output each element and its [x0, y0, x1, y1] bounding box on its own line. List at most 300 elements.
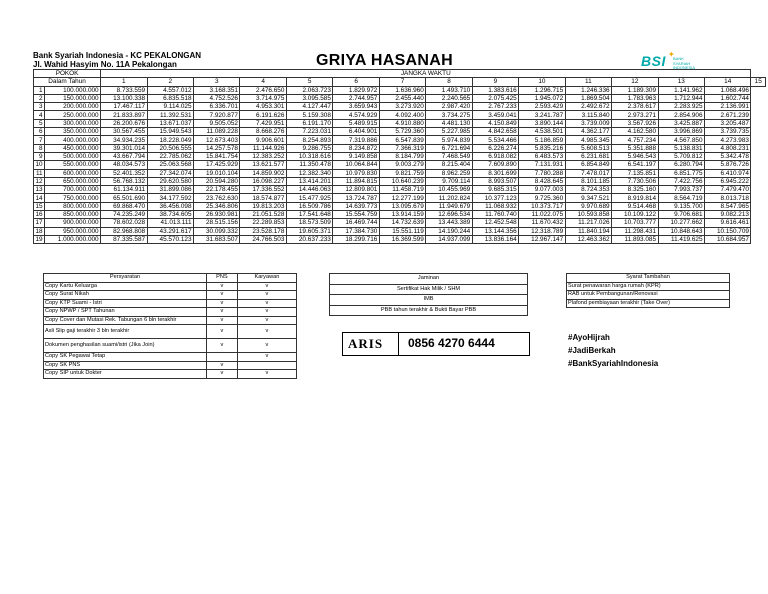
installment-cell: 1.712.944 [658, 94, 704, 102]
karyawan-check: v [237, 316, 296, 325]
persyaratan-item: Copy Surat Nikah [44, 291, 207, 300]
installment-cell: 12.696.534 [426, 211, 472, 219]
installment-cell: 27.342.074 [147, 169, 193, 177]
installment-cell: 7.993.737 [658, 186, 704, 194]
dalam-tahun-header: Dalam Tahun [34, 78, 101, 86]
table-row [34, 136, 766, 144]
installment-cell: 4.162.580 [612, 128, 658, 136]
pns-check: v [207, 370, 238, 379]
installment-cell: 11.894.815 [333, 177, 379, 185]
tambahan-item: Surat penawaran harga rumah (KPR) [567, 282, 730, 291]
installment-cell: 12.809.801 [333, 186, 379, 194]
jaminan-item: IMB [330, 295, 528, 306]
installment-cell: 2.075.425 [472, 94, 518, 102]
persyaratan-row [44, 291, 297, 300]
installment-cell: 5.186.859 [519, 136, 565, 144]
year-header-6: 6 [333, 78, 379, 86]
installment-cell: 48.034.573 [101, 161, 147, 169]
installment-cell: 8.428.645 [519, 177, 565, 185]
installment-cell: 8.919.814 [612, 194, 658, 202]
installment-cell: 11.458.719 [379, 186, 425, 194]
jaminan-item: PBB tahun terakhir & Bukti Bayar PBB [330, 305, 528, 316]
persyaratan-row [44, 370, 297, 379]
installment-cell: 7.131.931 [519, 161, 565, 169]
installment-cell: 82.968.808 [101, 227, 147, 235]
installment-cell: 7.429.951 [240, 119, 286, 127]
installment-cell: 10.684.957 [705, 235, 751, 243]
installment-cell: 61.134.911 [101, 186, 147, 194]
installment-cell: 16.469.744 [333, 219, 379, 227]
installment-cell: 30.567.455 [101, 128, 147, 136]
contact-phone: 0856 4270 6444 [408, 336, 495, 350]
installment-cell: 8.993.507 [472, 177, 518, 185]
installment-cell: 4.808.231 [705, 144, 751, 152]
table-row [34, 202, 766, 210]
bsi-logo [641, 50, 701, 70]
installment-cell: 19.605.371 [286, 227, 332, 235]
bank-name: Bank Syariah Indonesia - KC PEKALONGAN [33, 51, 202, 60]
installment-cell: 10.109.122 [612, 211, 658, 219]
installment-cell: 10.064.844 [333, 161, 379, 169]
bank-header [33, 51, 201, 69]
table-row [34, 161, 766, 169]
row-number: 4 [34, 111, 45, 119]
installment-cell: 8.962.259 [426, 169, 472, 177]
table-row [34, 227, 766, 235]
pokok-value: 550.000.000 [45, 161, 101, 169]
persyaratan-item: Copy KTP Suami - Istri [44, 299, 207, 308]
installment-cell: 45.570.123 [147, 235, 193, 243]
installment-cell: 9.135.700 [658, 202, 704, 210]
pokok-value: 850.000.000 [45, 211, 101, 219]
installment-cell: 13.836.164 [472, 235, 518, 243]
installment-cell: 4.574.929 [333, 111, 379, 119]
persyaratan-item: Copy Kartu Keluarga [44, 282, 207, 291]
pokok-value: 250.000.000 [45, 111, 101, 119]
installment-cell: 10.455.969 [426, 186, 472, 194]
persyaratan-row [44, 325, 297, 339]
installment-cell: 6.410.974 [705, 169, 751, 177]
installment-cell: 13.443.389 [426, 219, 472, 227]
installment-cell: 87.335.587 [101, 235, 147, 243]
installment-cell: 3.890.144 [519, 119, 565, 127]
row-number: 10 [35, 161, 43, 169]
pns-check: v [207, 282, 238, 291]
year-header-9: 9 [472, 78, 518, 86]
installment-cell: 65.501.690 [101, 194, 147, 202]
installment-cell: 43.291.617 [147, 227, 193, 235]
installment-cell: 9.706.681 [658, 211, 704, 219]
installment-cell: 1.141.962 [658, 86, 704, 94]
installment-cell: 17.425.929 [194, 161, 240, 169]
installment-cell: 17.384.730 [333, 227, 379, 235]
installment-cell: 11.298.431 [612, 227, 658, 235]
installment-cell: 16.369.599 [379, 235, 425, 243]
table-row [34, 169, 766, 177]
installment-cell: 6.231.681 [565, 152, 611, 160]
persyaratan-row [44, 361, 297, 370]
installment-cell: 3.739.735 [705, 128, 751, 136]
installment-cell: 1.602.744 [705, 94, 751, 102]
installment-cell: 7.366.319 [379, 144, 425, 152]
persyaratan-table [43, 273, 297, 379]
installment-cell: 12.967.147 [519, 235, 565, 243]
pokok-value: 400.000.000 [45, 136, 101, 144]
installment-cell: 6.226.274 [472, 144, 518, 152]
installment-cell: 34.177.592 [147, 194, 193, 202]
installment-cell: 11.760.740 [472, 211, 518, 219]
persyaratan-header: Persyaratan [44, 274, 207, 283]
pns-check: v [207, 308, 238, 317]
installment-cell: 1.945.072 [519, 94, 565, 102]
pokok-value: 950.000.000 [45, 227, 101, 235]
persyaratan-item: Copy SK Pegawai Tetap [44, 353, 207, 362]
installment-cell: 21.051.528 [240, 211, 286, 219]
karyawan-header: Karyawan [237, 274, 296, 283]
logo-sub1: BANK SYARIAH [673, 56, 691, 66]
installment-cell: 7.422.756 [658, 177, 704, 185]
installment-cell: 15.949.543 [147, 128, 193, 136]
installment-cell: 10.979.830 [333, 169, 379, 177]
installment-cell: 3.739.009 [565, 119, 611, 127]
installment-cell: 22.178.455 [194, 186, 240, 194]
installment-cell: 11.419.625 [658, 235, 704, 243]
installment-cell: 14.859.902 [240, 169, 286, 177]
installment-cell: 7.920.877 [194, 111, 240, 119]
installment-cell: 5.138.831 [658, 144, 704, 152]
installment-cell: 9.347.521 [565, 194, 611, 202]
table-row [34, 186, 766, 194]
installment-cell: 4.953.301 [240, 103, 286, 111]
installment-cell: 14.446.063 [286, 186, 332, 194]
persyaratan-item: Asli Slip gaji terakhir 3 bln terakhir [44, 325, 207, 339]
pns-check: v [207, 325, 238, 339]
pokok-value: 750.000.000 [45, 194, 101, 202]
installment-cell: 1.246.336 [565, 86, 611, 94]
installment-cell: 11.949.679 [426, 202, 472, 210]
installment-cell: 6.918.082 [472, 152, 518, 160]
installment-cell: 2.767.233 [472, 103, 518, 111]
installment-cell: 9.616.461 [705, 219, 751, 227]
installment-cell: 8.301.699 [472, 169, 518, 177]
persyaratan-header-row [44, 274, 297, 283]
installment-cell: 15.551.119 [379, 227, 425, 235]
tambahan-row [567, 299, 730, 308]
installment-cell: 6.280.794 [658, 161, 704, 169]
installment-cell: 7.780.288 [519, 169, 565, 177]
installment-cell: 8.547.965 [705, 202, 751, 210]
installment-cell: 13.621.577 [240, 161, 286, 169]
installment-cell: 4.842.658 [472, 128, 518, 136]
installment-cell: 19.813.203 [240, 202, 286, 210]
tambahan-row [567, 291, 730, 300]
installment-cell: 2.492.672 [565, 103, 611, 111]
installment-cell: 3.095.585 [286, 94, 332, 102]
installment-cell: 2.987.420 [426, 103, 472, 111]
persyaratan-item: Copy SK PNS [44, 361, 207, 370]
installment-cell: 39.301.014 [101, 144, 147, 152]
installment-cell: 6.851.775 [658, 169, 704, 177]
row-number: 2 [34, 94, 45, 102]
installment-cell: 14.639.773 [333, 202, 379, 210]
installment-cell: 17.541.648 [286, 211, 332, 219]
installment-cell: 15.477.925 [286, 194, 332, 202]
installment-cell: 12.277.199 [379, 194, 425, 202]
row-number: 19 [35, 236, 43, 244]
installment-cell: 1.869.504 [565, 94, 611, 102]
contact-box [342, 332, 530, 356]
installment-cell: 5.974.839 [426, 136, 472, 144]
installment-cell: 6.945.222 [705, 177, 751, 185]
table-row [34, 128, 766, 136]
pns-check: v [207, 339, 238, 353]
persyaratan-row [44, 308, 297, 317]
installment-cell: 2.283.925 [658, 103, 704, 111]
year-header-12: 12 [612, 78, 658, 86]
hashtags [568, 331, 658, 370]
installment-cell: 4.150.849 [472, 119, 518, 127]
hashtag-3: #BankSyariahIndonesia [568, 359, 659, 368]
row-number: 9 [34, 152, 45, 160]
installment-cell: 5.227.985 [426, 128, 472, 136]
installment-cell: 4.481.130 [426, 119, 472, 127]
installment-cell: 11.840.194 [565, 227, 611, 235]
installment-cell: 6.483.573 [519, 152, 565, 160]
jaminan-row [330, 295, 528, 306]
karyawan-check: v [237, 299, 296, 308]
installment-cell: 8.668.276 [240, 128, 286, 136]
installment-cell: 12.383.252 [240, 152, 286, 160]
persyaratan-item: Dokumen penghasilan suami/istri (Jika Join) [44, 339, 207, 353]
installment-cell: 1.493.710 [426, 86, 472, 94]
pns-header: PNS [207, 274, 238, 283]
installment-cell: 26.930.981 [194, 211, 240, 219]
installment-cell: 10.703.777 [612, 219, 658, 227]
installment-cell: 16.509.786 [286, 202, 332, 210]
row-number: 5 [34, 119, 45, 127]
installment-cell: 10.848.643 [658, 227, 704, 235]
installment-cell: 10.373.717 [519, 202, 565, 210]
installment-cell: 31.899.086 [147, 186, 193, 194]
table-row [34, 103, 766, 111]
installment-cell: 10.377.123 [472, 194, 518, 202]
installment-cell: 8.733.559 [101, 86, 147, 94]
installment-cell: 13.414.201 [286, 177, 332, 185]
table-header-row [34, 70, 766, 78]
persyaratan-row [44, 282, 297, 291]
installment-cell: 7.135.851 [612, 169, 658, 177]
contact-divider [398, 333, 399, 355]
installment-cell: 18.228.049 [147, 136, 193, 144]
installment-cell: 20.594.280 [194, 177, 240, 185]
installment-cell: 2.455.440 [379, 94, 425, 102]
jaminan-header: Jaminan [330, 274, 528, 285]
installment-cell: 1.068.496 [705, 86, 751, 94]
installment-cell: 7.319.886 [333, 136, 379, 144]
pokok-value: 500.000.000 [45, 152, 101, 160]
installment-cell: 38.734.605 [147, 211, 193, 219]
row-number: 18 [35, 227, 43, 235]
installment-cell: 12.318.789 [519, 227, 565, 235]
installment-cell: 17.467.117 [101, 103, 147, 111]
installment-cell: 5.729.360 [379, 128, 425, 136]
persyaratan-item: Copy SIP untuk Dokter [44, 370, 207, 379]
year-header-10: 10 [519, 78, 565, 86]
row-number: 7 [34, 136, 45, 144]
installment-cell: 2.240.565 [426, 94, 472, 102]
installment-cell: 9.149.858 [333, 152, 379, 160]
table-row [34, 219, 766, 227]
installment-cell: 3.714.975 [240, 94, 286, 102]
syarat-tambahan-table [566, 273, 730, 308]
karyawan-check: v [237, 308, 296, 317]
year-header-8: 8 [426, 78, 472, 86]
installment-cell: 5.489.915 [333, 119, 379, 127]
installment-cell: 5.835.216 [519, 144, 565, 152]
installment-cell: 11.893.085 [612, 235, 658, 243]
installment-cell: 9.725.360 [519, 194, 565, 202]
installment-cell: 20.506.555 [147, 144, 193, 152]
installment-cell: 26.200.676 [101, 119, 147, 127]
installment-cell: 7.478.017 [565, 169, 611, 177]
tambahan-header: Syarat Tambahan [567, 274, 730, 283]
installment-cell: 18.574.877 [240, 194, 286, 202]
pokok-value: 900.000.000 [45, 219, 101, 227]
karyawan-check: v [237, 291, 296, 300]
installment-cell: 4.557.012 [147, 86, 193, 94]
installment-table [33, 69, 766, 244]
installment-cell: 6.835.518 [147, 94, 193, 102]
installment-cell: 1.636.960 [379, 86, 425, 94]
installment-cell: 43.667.794 [101, 152, 147, 160]
installment-cell: 8.724.353 [565, 186, 611, 194]
installment-cell: 13.724.787 [333, 194, 379, 202]
installment-cell: 15.554.759 [333, 211, 379, 219]
row-number: 11 [34, 169, 45, 177]
installment-cell: 1.189.309 [612, 86, 658, 94]
hashtag-2: #JadiBerkah [568, 346, 616, 355]
table-row [34, 211, 766, 219]
installment-cell: 5.159.308 [286, 111, 332, 119]
installment-cell: 23.762.630 [194, 194, 240, 202]
pns-check: v [207, 291, 238, 300]
installment-cell: 2.063.723 [286, 86, 332, 94]
installment-cell: 2.854.906 [658, 111, 704, 119]
installment-cell: 4.092.400 [379, 111, 425, 119]
installment-cell: 8.234.872 [333, 144, 379, 152]
jaminan-item: Sertifikat Hak Milik / SHM [330, 284, 528, 295]
installment-cell: 6.854.849 [565, 161, 611, 169]
installment-cell: 6.191.626 [240, 111, 286, 119]
installment-cell: 8.013.718 [705, 194, 751, 202]
year-header-13: 13 [658, 78, 704, 86]
bank-address: Jl. Wahid Hasyim No. 11A Pekalongan [33, 60, 177, 69]
installment-cell: 21.833.897 [101, 111, 147, 119]
year-header-1: 1 [101, 78, 147, 86]
pokok-value: 200.000.000 [45, 103, 101, 111]
installment-cell: 7.479.470 [705, 186, 751, 194]
installment-cell: 4.273.983 [705, 136, 751, 144]
installment-cell: 9.685.315 [472, 186, 518, 194]
installment-cell: 3.241.787 [519, 111, 565, 119]
installment-cell: 12.452.548 [472, 219, 518, 227]
karyawan-check: v [237, 339, 296, 353]
year-header-14: 14 [705, 78, 751, 86]
installment-cell: 16.098.227 [240, 177, 286, 185]
logo-star-icon: ✦ [668, 50, 675, 59]
installment-cell: 9.003.279 [379, 161, 425, 169]
table-row [34, 144, 766, 152]
installment-cell: 2.136.991 [705, 103, 751, 111]
row-number: 8 [34, 144, 45, 152]
installment-cell: 1.296.715 [519, 86, 565, 94]
installment-cell: 11.202.824 [426, 194, 472, 202]
installment-cell: 8.325.160 [612, 186, 658, 194]
table-row [34, 177, 766, 185]
installment-cell: 14.257.578 [194, 144, 240, 152]
jangka-waktu-header: JANGKA WAKTU [101, 70, 751, 78]
year-header-4: 4 [240, 78, 286, 86]
installment-cell: 11.144.926 [240, 144, 286, 152]
installment-cell: 52.401.352 [101, 169, 147, 177]
installment-cell: 6.404.901 [333, 128, 379, 136]
installment-cell: 8.564.719 [658, 194, 704, 202]
installment-cell: 11.217.026 [565, 219, 611, 227]
jaminan-row [330, 284, 528, 295]
installment-cell: 4.752.526 [194, 94, 240, 102]
jaminan-header-row [330, 274, 528, 285]
installment-cell: 28.515.156 [194, 219, 240, 227]
installment-cell: 13.095.679 [379, 202, 425, 210]
installment-cell: 3.425.887 [658, 119, 704, 127]
installment-cell: 5.709.812 [658, 152, 704, 160]
installment-cell: 11.670.432 [519, 219, 565, 227]
table-row [34, 235, 766, 243]
installment-cell: 2.671.239 [705, 111, 751, 119]
installment-cell: 14.732.639 [379, 219, 425, 227]
installment-cell: 9.514.468 [612, 202, 658, 210]
installment-cell: 3.205.487 [705, 119, 751, 127]
year-header-7: 7 [379, 78, 425, 86]
installment-cell: 6.336.701 [194, 103, 240, 111]
persyaratan-item: Copy NPWP / SPT Tahunan [44, 308, 207, 317]
installment-cell: 6.721.694 [426, 144, 472, 152]
installment-cell: 3.459.041 [472, 111, 518, 119]
persyaratan-row [44, 353, 297, 362]
installment-cell: 3.996.869 [658, 128, 704, 136]
pns-check: v [207, 361, 238, 370]
installment-cell: 11.392.531 [147, 111, 193, 119]
installment-cell: 5.876.726 [705, 161, 751, 169]
tambahan-row [567, 282, 730, 291]
installment-cell: 25.063.568 [147, 161, 193, 169]
installment-cell: 12.382.340 [286, 169, 332, 177]
installment-cell: 8.215.404 [426, 161, 472, 169]
year-header-3: 3 [194, 78, 240, 86]
installment-cell: 34.934.235 [101, 136, 147, 144]
installment-cell: 17.336.552 [240, 186, 286, 194]
pokok-value: 100.000.000 [45, 86, 101, 94]
jaminan-table [329, 273, 528, 316]
installment-cell: 4.985.345 [565, 136, 611, 144]
installment-cell: 69.868.470 [101, 202, 147, 210]
page-title: GRIYA HASANAH [316, 52, 453, 69]
persyaratan-item: Copy Cover dan Mutasi Rek. Tabungan 6 bln terakhir [44, 316, 207, 325]
installment-cell: 22.785.062 [147, 152, 193, 160]
installment-cell: 15.841.754 [194, 152, 240, 160]
table-row [34, 152, 766, 160]
installment-cell: 10.593.858 [565, 211, 611, 219]
